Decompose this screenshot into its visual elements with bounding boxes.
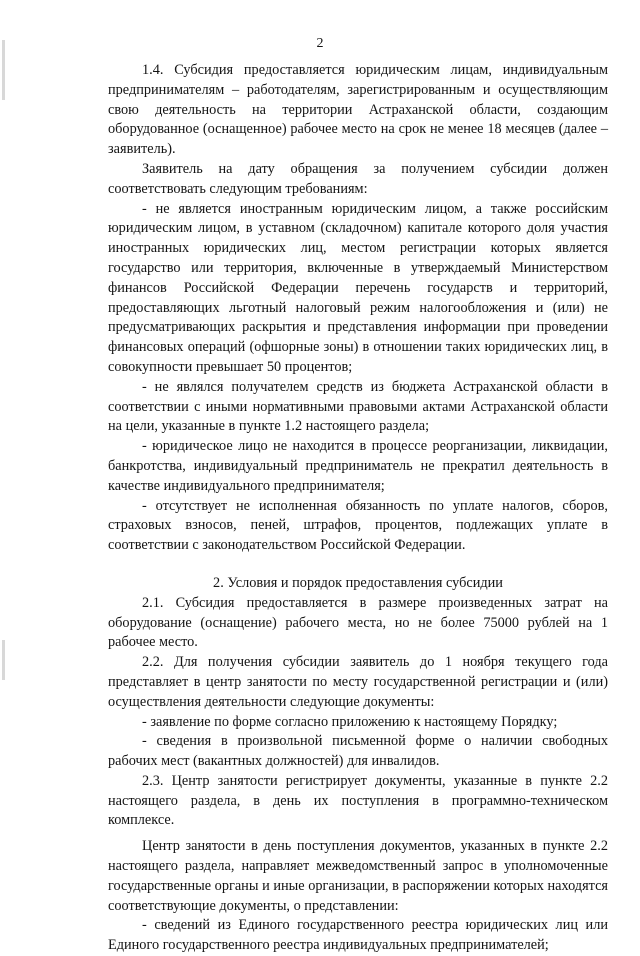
scan-artifact (2, 640, 5, 680)
paragraph-2-2: 2.2. Для получения субсидии заявитель до 1 ноября текущего года представляет в центр занятости по месту государственной регистрации и (или) осуществления деятельности следующие документы: (108, 654, 608, 710)
page-number: 2 (316, 36, 324, 51)
document-item: - заявление по форме согласно приложению к настоящему Порядку; (142, 713, 558, 730)
paragraph-2-1: 2.1. Субсидия предоставляется в размере произведенных затрат на оборудование (оснащение) рабочего места, но не более 75000 рублей на 1 рабочее место. (108, 594, 608, 651)
document-item: - сведения в произвольной письменной форме о наличии свободных рабочих мест (вакантных должностей) для инвалидов. (108, 733, 608, 770)
paragraph-center-request: Центр занятости в день поступления документов, указанных в пункте 2.2 настоящего раздела, направляет межведомственный запрос в уполномоченные государственные органы и иные организации, в распоряжении которых находятся соответствующие документы, о представлении: (108, 838, 608, 914)
paragraph-1-4: 1.4. Субсидия предоставляется юридическим лицам, индивидуальным предпринимателям – работодателям, зарегистрированным и осуществляющим свою деятельность на территории Астраханской области, создающим оборудованное (оснащенное) рабочее место на срок не менее 18 месяцев (далее – заявитель). (108, 62, 608, 158)
spacer (108, 556, 608, 574)
info-item: - сведений из Единого государственного реестра юридических лиц или Единого государственного реестра индивидуальных предпринимателей; (108, 917, 608, 954)
section-2-heading: 2. Условия и порядок предоставления субсидии (213, 574, 503, 591)
requirement-item: - юридическое лицо не находится в процессе реорганизации, ликвидации, банкротства, индивидуальный предприниматель не прекратил деятельность в качестве индивидуального предпринимателя; (108, 438, 608, 494)
requirement-item: - отсутствует не исполненная обязанность по уплате налогов, сборов, страховых взносов, пеней, штрафов, процентов, подлежащих уплате в соответствии с законодательством Российской Федерации. (108, 497, 608, 554)
requirement-item: - не является иностранным юридическим лицом, а также российским юридическим лицом, в уставном (складочном) капитале которого доля участия иностранных юридических лиц, местом регистрации которых является государство или территория, включенные в утверждаемый Министерством финансов Российской Федерации перечень государств и территорий, предоставляющих льготный налоговый режим налогообложения и (или) не предусматривающих раскрытия и представления информации при проведении финансовых операций (офшорные зоны) в отношении таких юридических лиц, в совокупности превышает 50 процентов; (108, 200, 608, 375)
requirements-intro: Заявитель на дату обращения за получением субсидии должен соответствовать следующим требованиям: (108, 160, 608, 197)
paragraph-2-3: 2.3. Центр занятости регистрирует документы, указанные в пункте 2.2 настоящего раздела, в день их поступления в программно-техническом комплексе. (108, 772, 608, 829)
document-body (108, 61, 608, 956)
requirement-item: - не являлся получателем средств из бюджета Астраханской области в соответствии с иными нормативными правовыми актами Астраханской области на цели, указанные в пункте 1.2 настоящего раздела; (108, 378, 608, 435)
